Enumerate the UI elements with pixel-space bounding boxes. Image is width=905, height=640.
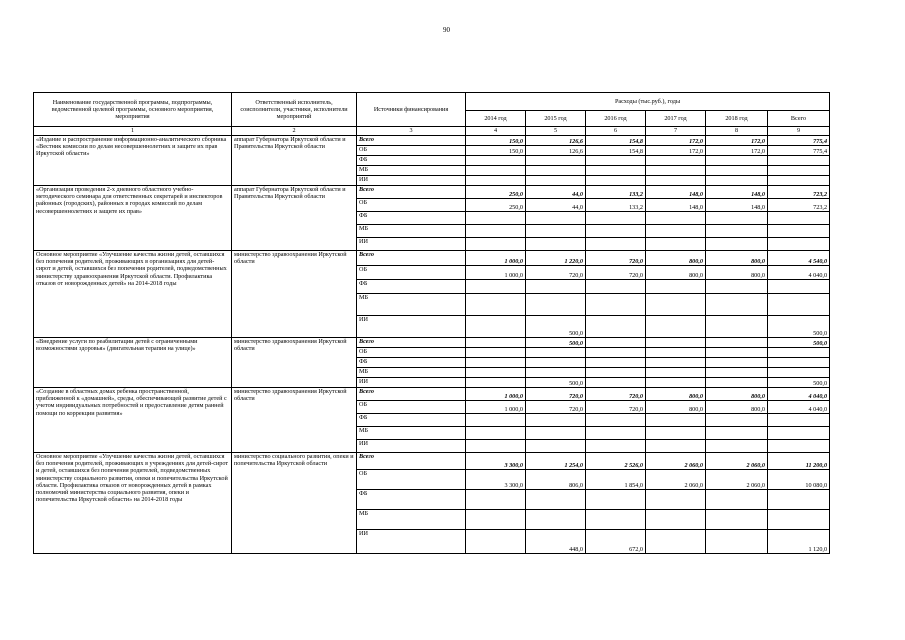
amount-cell — [646, 440, 706, 453]
amount-cell — [526, 225, 586, 238]
amount-cell — [706, 280, 768, 294]
funding-source: ФБ — [357, 280, 466, 294]
amount-cell — [586, 294, 646, 316]
amount-cell — [646, 156, 706, 166]
amount-cell — [526, 176, 586, 186]
program-executor: аппарат Губернатора Иркутской области и Правительства Иркутской области — [232, 186, 357, 251]
amount-cell — [646, 348, 706, 358]
amount-cell — [586, 368, 646, 378]
column-number: 7 — [646, 127, 706, 136]
amount-cell: 672,0 — [586, 530, 646, 554]
amount-cell — [526, 414, 586, 427]
amount-cell: 2 060,0 — [646, 470, 706, 490]
amount-cell — [706, 440, 768, 453]
amount-cell — [646, 490, 706, 510]
amount-total-cell — [768, 414, 830, 427]
amount-total-cell: 1 120,0 — [768, 530, 830, 554]
amount-cell — [706, 510, 768, 530]
amount-cell — [646, 166, 706, 176]
amount-cell — [586, 280, 646, 294]
amount-total-cell — [768, 176, 830, 186]
amount-cell: 133,2 — [586, 199, 646, 212]
program-name: «Издание и распространение информационно-аналитического сборника «Вестник комиссии по делам несовершеннолетних и защите их прав Иркутской области» — [34, 136, 232, 186]
funding-source: ИИ — [357, 440, 466, 453]
amount-cell — [586, 338, 646, 348]
amount-cell — [646, 238, 706, 251]
funding-source: МБ — [357, 225, 466, 238]
amount-cell — [526, 427, 586, 440]
amount-cell — [646, 294, 706, 316]
program-name: «Создание в областных домах ребенка пространственной, приближенной к «домашней», среды, обеспечивающей развитие детей с учетом индивидуальных потребностей и предоставление детям ранней помощи по коррекции развития» — [34, 388, 232, 453]
funding-source: ОБ — [357, 266, 466, 280]
program-executor: аппарат Губернатора Иркутской области и Правительства Иркутской области — [232, 136, 357, 186]
amount-total-cell: 4 040,0 — [768, 266, 830, 280]
amount-cell — [646, 427, 706, 440]
amount-total-cell: 500,0 — [768, 378, 830, 388]
amount-total-cell: 4 040,0 — [768, 401, 830, 414]
amount-cell — [586, 212, 646, 225]
amount-total-cell — [768, 294, 830, 316]
amount-cell: 800,0 — [706, 266, 768, 280]
funding-source: ОБ — [357, 199, 466, 212]
column-number: 1 — [34, 127, 232, 136]
amount-cell — [706, 338, 768, 348]
funding-source: ИИ — [357, 316, 466, 338]
amount-cell — [466, 166, 526, 176]
column-number: 5 — [526, 127, 586, 136]
amount-cell — [466, 378, 526, 388]
amount-cell: 720,0 — [586, 401, 646, 414]
amount-cell — [646, 176, 706, 186]
amount-cell: 2 526,0 — [586, 453, 646, 470]
amount-cell — [646, 510, 706, 530]
table-row — [34, 338, 830, 348]
amount-cell — [466, 427, 526, 440]
amount-cell: 126,6 — [526, 146, 586, 156]
amount-cell — [526, 294, 586, 316]
amount-total-cell: 775,4 — [768, 146, 830, 156]
amount-cell — [526, 156, 586, 166]
funding-source: Всего — [357, 136, 466, 146]
amount-cell: 44,0 — [526, 186, 586, 199]
amount-cell: 800,0 — [646, 251, 706, 266]
amount-cell — [586, 510, 646, 530]
amount-cell: 1 220,0 — [526, 251, 586, 266]
amount-cell — [526, 166, 586, 176]
table-row — [34, 186, 830, 199]
funding-source: ИИ — [357, 238, 466, 251]
amount-cell — [526, 440, 586, 453]
funding-source: МБ — [357, 368, 466, 378]
table-row — [34, 251, 830, 266]
amount-cell — [466, 510, 526, 530]
column-number: 6 — [586, 127, 646, 136]
funding-source: ИИ — [357, 378, 466, 388]
amount-total-cell — [768, 212, 830, 225]
amount-cell: 1 000,0 — [466, 401, 526, 414]
amount-total-cell — [768, 225, 830, 238]
amount-cell — [466, 176, 526, 186]
page-number: 90 — [443, 26, 450, 34]
header-year: 2015 год — [526, 111, 586, 127]
funding-source: ИИ — [357, 176, 466, 186]
amount-cell — [706, 316, 768, 338]
amount-cell — [706, 378, 768, 388]
amount-total-cell — [768, 440, 830, 453]
program-executor: министерство здравоохранения Иркутской области — [232, 338, 357, 388]
amount-cell: 800,0 — [706, 251, 768, 266]
funding-source: ИИ — [357, 530, 466, 554]
funding-source: Всего — [357, 388, 466, 401]
amount-cell — [586, 166, 646, 176]
amount-cell: 800,0 — [646, 401, 706, 414]
amount-cell: 800,0 — [706, 388, 768, 401]
amount-cell: 1 854,0 — [586, 470, 646, 490]
amount-total-cell — [768, 490, 830, 510]
amount-cell — [466, 316, 526, 338]
funding-source: МБ — [357, 427, 466, 440]
amount-cell — [466, 368, 526, 378]
amount-cell: 172,0 — [706, 146, 768, 156]
table-row — [34, 388, 830, 401]
amount-cell: 448,0 — [526, 530, 586, 554]
funding-source: ОБ — [357, 146, 466, 156]
amount-cell — [586, 358, 646, 368]
amount-cell — [586, 238, 646, 251]
header-sources: Источники финансирования — [357, 93, 466, 127]
amount-cell — [466, 238, 526, 251]
amount-cell: 720,0 — [526, 388, 586, 401]
budget-table — [33, 92, 830, 554]
amount-cell — [646, 280, 706, 294]
amount-cell — [706, 530, 768, 554]
amount-total-cell — [768, 510, 830, 530]
amount-cell — [466, 225, 526, 238]
amount-total-cell: 723,2 — [768, 186, 830, 199]
amount-cell: 500,0 — [526, 316, 586, 338]
amount-cell: 720,0 — [526, 401, 586, 414]
amount-cell — [466, 338, 526, 348]
amount-total-cell: 4 540,0 — [768, 251, 830, 266]
amount-cell — [646, 225, 706, 238]
amount-cell: 720,0 — [586, 388, 646, 401]
header-year: 2014 год — [466, 111, 526, 127]
amount-cell: 3 300,0 — [466, 470, 526, 490]
amount-cell: 2 060,0 — [706, 453, 768, 470]
funding-source: ОБ — [357, 401, 466, 414]
amount-cell — [706, 414, 768, 427]
amount-cell — [646, 414, 706, 427]
amount-cell — [466, 280, 526, 294]
amount-cell: 150,0 — [466, 146, 526, 156]
header-year: 2018 год — [706, 111, 768, 127]
amount-cell: 720,0 — [526, 266, 586, 280]
amount-cell: 500,0 — [526, 338, 586, 348]
amount-cell — [706, 212, 768, 225]
amount-cell: 172,0 — [706, 136, 768, 146]
program-executor: министерство здравоохранения Иркутской области — [232, 388, 357, 453]
funding-source: ФБ — [357, 414, 466, 427]
amount-cell — [466, 358, 526, 368]
amount-cell: 800,0 — [646, 388, 706, 401]
amount-cell: 150,0 — [466, 136, 526, 146]
amount-total-cell: 4 040,0 — [768, 388, 830, 401]
amount-cell — [586, 414, 646, 427]
amount-total-cell — [768, 358, 830, 368]
amount-cell: 800,0 — [646, 266, 706, 280]
amount-cell: 148,0 — [646, 186, 706, 199]
column-number: 9 — [768, 127, 830, 136]
amount-cell: 1 000,0 — [466, 266, 526, 280]
amount-total-cell: 775,4 — [768, 136, 830, 146]
amount-cell — [586, 348, 646, 358]
amount-cell: 500,0 — [526, 378, 586, 388]
amount-total-cell — [768, 166, 830, 176]
amount-cell: 250,0 — [466, 186, 526, 199]
amount-cell — [466, 440, 526, 453]
amount-cell: 2 060,0 — [646, 453, 706, 470]
amount-cell: 800,0 — [706, 401, 768, 414]
amount-cell — [586, 316, 646, 338]
amount-total-cell: 11 200,0 — [768, 453, 830, 470]
amount-cell: 3 300,0 — [466, 453, 526, 470]
amount-cell — [526, 238, 586, 251]
amount-cell — [706, 368, 768, 378]
amount-cell: 44,0 — [526, 199, 586, 212]
amount-total-cell: 500,0 — [768, 316, 830, 338]
amount-cell: 172,0 — [646, 146, 706, 156]
amount-total-cell — [768, 368, 830, 378]
funding-source: Всего — [357, 251, 466, 266]
amount-cell — [646, 378, 706, 388]
amount-total-cell — [768, 156, 830, 166]
amount-cell — [526, 280, 586, 294]
funding-source: ОБ — [357, 348, 466, 358]
amount-cell — [586, 176, 646, 186]
amount-cell — [526, 510, 586, 530]
amount-cell: 806,0 — [526, 470, 586, 490]
amount-cell — [706, 348, 768, 358]
column-number: 8 — [706, 127, 768, 136]
amount-cell: 1 000,0 — [466, 388, 526, 401]
program-executor: министерство социального развития, опеки и попечительства Иркутской области — [232, 453, 357, 554]
header-executor: Ответственный исполнитель, соисполнители, участники, исполнители мероприятий — [232, 93, 357, 127]
amount-cell — [706, 166, 768, 176]
amount-cell: 720,0 — [586, 266, 646, 280]
amount-cell: 1 000,0 — [466, 251, 526, 266]
amount-cell — [646, 530, 706, 554]
amount-cell — [466, 530, 526, 554]
amount-cell — [526, 368, 586, 378]
amount-cell: 148,0 — [706, 186, 768, 199]
column-number: 2 — [232, 127, 357, 136]
amount-cell — [466, 348, 526, 358]
amount-cell — [646, 316, 706, 338]
amount-cell — [586, 156, 646, 166]
amount-cell — [526, 348, 586, 358]
funding-source: МБ — [357, 510, 466, 530]
amount-cell — [586, 490, 646, 510]
column-number: 4 — [466, 127, 526, 136]
amount-cell — [646, 338, 706, 348]
amount-cell: 126,6 — [526, 136, 586, 146]
amount-cell — [466, 294, 526, 316]
header-year: 2017 год — [646, 111, 706, 127]
amount-total-cell: 500,0 — [768, 338, 830, 348]
amount-cell — [706, 490, 768, 510]
amount-cell: 148,0 — [646, 199, 706, 212]
funding-source: МБ — [357, 294, 466, 316]
amount-total-cell — [768, 280, 830, 294]
amount-cell — [706, 294, 768, 316]
header-year: 2016 год — [586, 111, 646, 127]
amount-cell — [706, 238, 768, 251]
program-name: Основное мероприятие «Улучшение качества жизни детей, оставшихся без попечения родителей, проживающих в учреждениях для детей-сирот и детей, оставшихся без попечения родителей, подведомственных министерству социального развития, опеки и попечительства Иркутской области. Профилактика отказов от новорожденных детей в рамках полномочий министерства социального развития, опеки и попечительства Иркутской области» на 2014-2018 годы — [34, 453, 232, 554]
amount-total-cell — [768, 348, 830, 358]
funding-source: МБ — [357, 166, 466, 176]
amount-cell — [466, 490, 526, 510]
amount-cell — [586, 225, 646, 238]
amount-cell — [466, 156, 526, 166]
amount-cell — [526, 358, 586, 368]
amount-cell — [586, 427, 646, 440]
amount-cell — [646, 358, 706, 368]
amount-cell — [466, 414, 526, 427]
amount-cell: 2 060,0 — [706, 470, 768, 490]
funding-source: Всего — [357, 338, 466, 348]
header-expenses: Расходы (тыс.руб.), годы — [466, 93, 830, 111]
program-name: «Организация проведения 2-х дневного областного учебно-методического семинара для ответственных секретарей и инспекторов районных (городских), районных в городах комиссий по делам несовершеннолетних и защите их прав» — [34, 186, 232, 251]
funding-source: ФБ — [357, 156, 466, 166]
funding-source: ФБ — [357, 358, 466, 368]
program-executor: министерство здравоохранения Иркутской области — [232, 251, 357, 338]
program-name: «Внедрение услуги по реабилитации детей с ограниченными возможностями здоровья» (двигательная терапия на улице)» — [34, 338, 232, 388]
amount-cell — [706, 358, 768, 368]
funding-source: ОБ — [357, 470, 466, 490]
amount-cell: 172,0 — [646, 136, 706, 146]
amount-cell — [526, 490, 586, 510]
amount-cell — [526, 212, 586, 225]
amount-cell — [706, 225, 768, 238]
amount-total-cell — [768, 238, 830, 251]
table-row — [34, 136, 830, 146]
funding-source: ФБ — [357, 490, 466, 510]
amount-cell — [646, 368, 706, 378]
header-year-total: Всего — [768, 111, 830, 127]
amount-cell — [706, 156, 768, 166]
amount-cell — [586, 440, 646, 453]
amount-cell: 250,0 — [466, 199, 526, 212]
funding-source: ФБ — [357, 212, 466, 225]
amount-cell: 720,0 — [586, 251, 646, 266]
amount-cell — [586, 378, 646, 388]
amount-cell — [466, 212, 526, 225]
amount-cell — [706, 427, 768, 440]
program-name: Основное мероприятие «Улучшение качества жизни детей, оставшихся без попечения родителей, проживающих в организациях для детей-сирот и детей, оставшихся без попечения родителей, подведомственных министерству здравоохранения Иркутской области. Профилактика отказов от новорожденных детей» на 2014-2018 годы — [34, 251, 232, 338]
amount-total-cell: 723,2 — [768, 199, 830, 212]
funding-source: Всего — [357, 186, 466, 199]
amount-cell: 154,8 — [586, 136, 646, 146]
amount-total-cell: 10 080,0 — [768, 470, 830, 490]
amount-cell: 1 254,0 — [526, 453, 586, 470]
amount-cell: 154,8 — [586, 146, 646, 156]
amount-cell — [646, 212, 706, 225]
table-row — [34, 453, 830, 470]
amount-cell — [706, 176, 768, 186]
header-name: Наименование государственной программы, подпрограммы, ведомственной целевой программы, основного мероприятия, мероприятия — [34, 93, 232, 127]
amount-cell: 148,0 — [706, 199, 768, 212]
column-number: 3 — [357, 127, 466, 136]
funding-source: Всего — [357, 453, 466, 470]
amount-total-cell — [768, 427, 830, 440]
amount-cell: 133,2 — [586, 186, 646, 199]
